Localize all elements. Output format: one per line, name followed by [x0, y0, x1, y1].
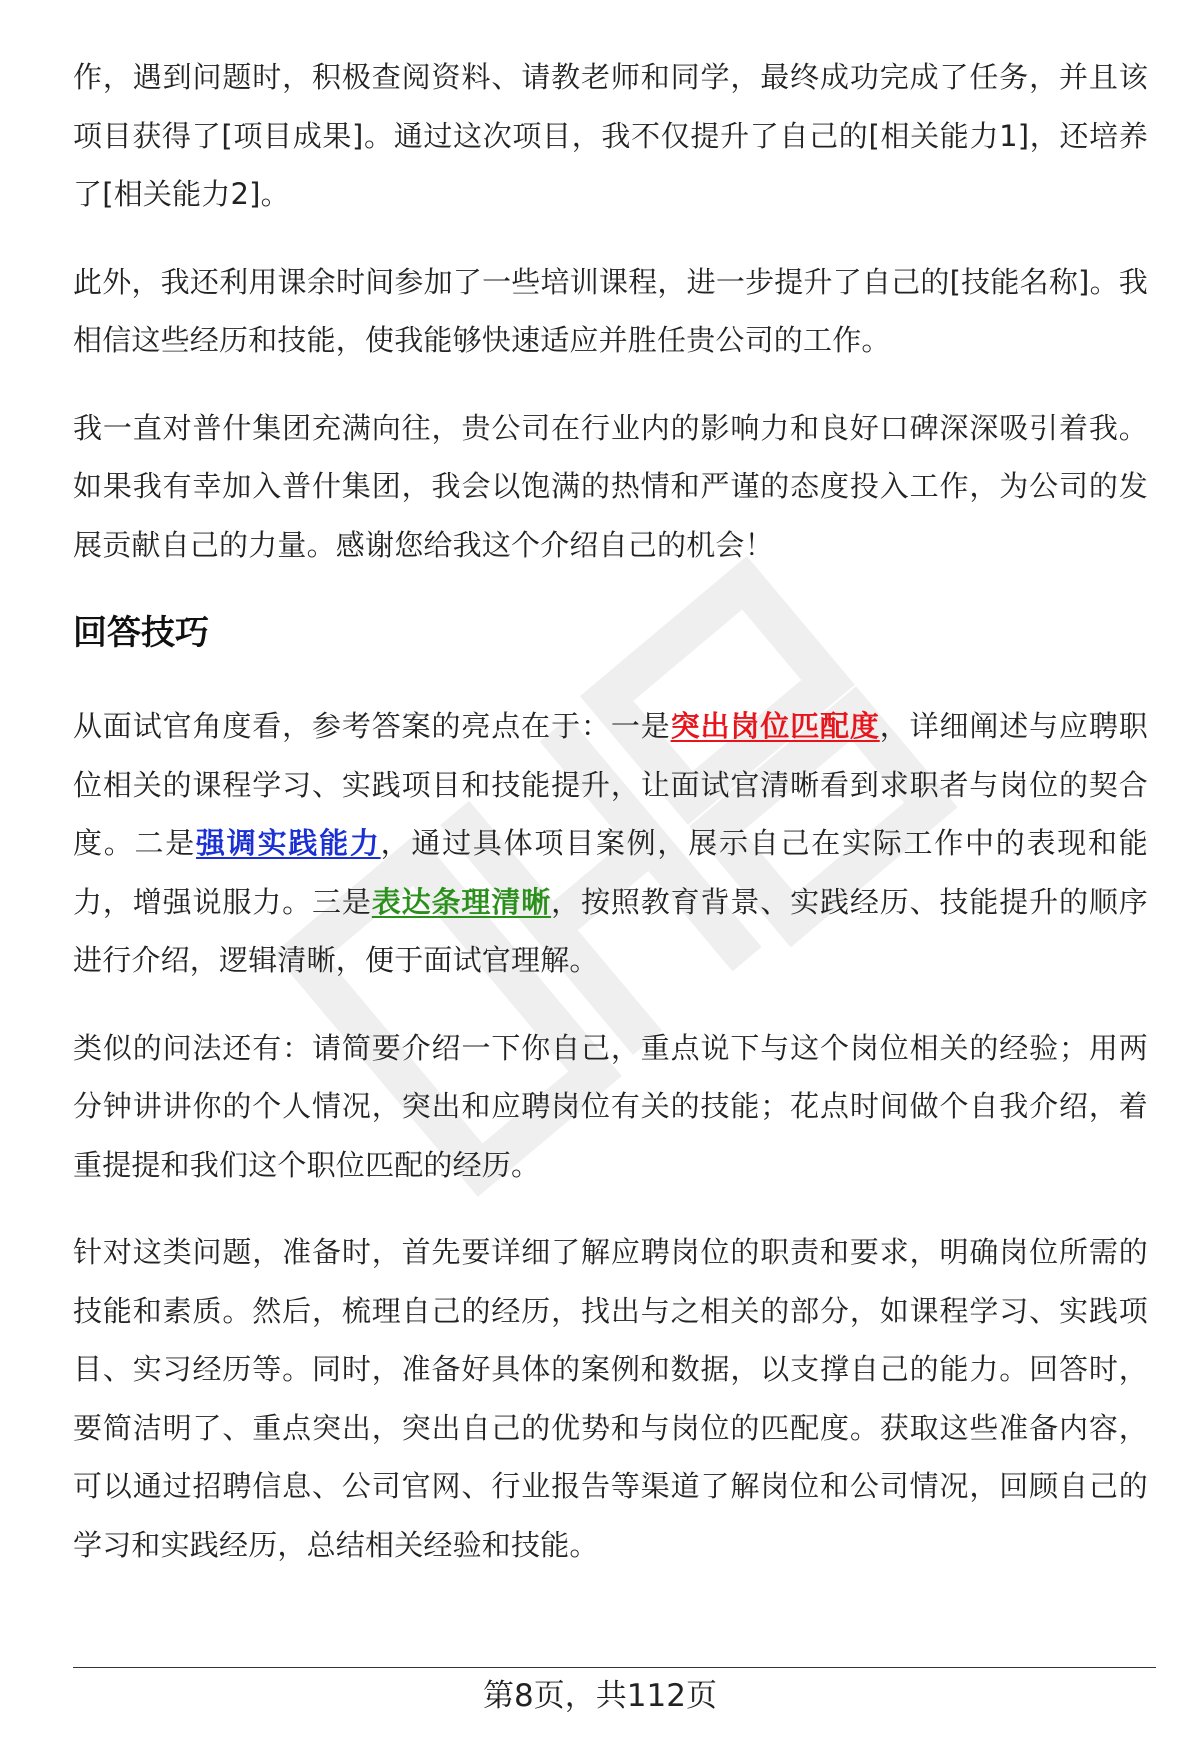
highlight-job-match: 突出岗位匹配度 — [670, 709, 880, 743]
paragraph-company-aspiration: 我一直对普什集团充满向往，贵公司在行业内的影响力和良好口碑深深吸引着我。如果我有幸加入普什集团，我会以饱满的热情和严谨的态度投入工作，为公司的发展贡献自己的力量。感谢您给我这个介绍自己的机会！ — [73, 410, 1148, 562]
tips-text-part-1: 从面试官角度看，参考答案的亮点在于：一是 — [73, 709, 671, 743]
paragraph-similar-questions: 类似的问法还有：请简要介绍一下你自己，重点说下与这个岗位相关的经验；用两分钟讲讲你的个人情况，突出和应聘岗位有关的技能；花点时间做个自我介绍，着重提提和我们这个职位匹配的经历。 — [73, 1030, 1148, 1182]
tips-text-part-2: ，详细阐述与应聘职位相关的课程学习、实践项目和技能提升，让面试官清晰看到求职者与岗位的契合度。二是 — [73, 709, 1148, 860]
paragraph-interviewer-view — [73, 697, 1148, 990]
document-page — [73, 48, 1148, 1603]
paragraph-project-result: 作，遇到问题时，积极查阅资料、请教老师和同学，最终成功完成了任务，并且该项目获得了[项目成果]。通过这次项目，我不仅提升了自己的[相关能力1]，还培养了[相关能力2]。 — [73, 60, 1148, 211]
highlight-clear-structure: 表达条理清晰 — [371, 884, 552, 919]
section-heading-answer-tips: 回答技巧 — [73, 613, 209, 653]
tips-text-part-3: ，通过具体项目案例，展示自己在实际工作中的表现和能力，增强说服力。三是 — [73, 826, 1149, 919]
highlight-practical-ability: 强调实践能力 — [196, 826, 381, 860]
page-number-footer: 第8页，共112页 — [483, 1678, 717, 1714]
footer-divider — [73, 1667, 1156, 1668]
paragraph-training: 此外，我还利用课余时间参加了一些培训课程，进一步提升了自己的[技能名称]。我相信这些经历和技能，使我能够快速适应并胜任贵公司的工作。 — [73, 264, 1148, 357]
tips-text-part-4: ，按照教育背景、实践经历、技能提升的顺序进行介绍，逻辑清晰，便于面试官理解。 — [73, 884, 1148, 977]
paragraph-preparation-advice: 针对这类问题，准备时，首先要详细了解应聘岗位的职责和要求，明确岗位所需的技能和素质。然后，梳理自己的经历，找出与之相关的部分，如课程学习、实践项目、实习经历等。同时，准备好具体的案例和数据，以支撑自己的能力。回答时，要简洁明了、重点突出，突出自己的优势和与岗位的匹配度。获取这些准备内容，可以通过招聘信息、公司官网、行业报告等渠道了解岗位和公司情况，回顾自己的学习和实践经历，总结相关经验和技能。 — [73, 1235, 1148, 1562]
